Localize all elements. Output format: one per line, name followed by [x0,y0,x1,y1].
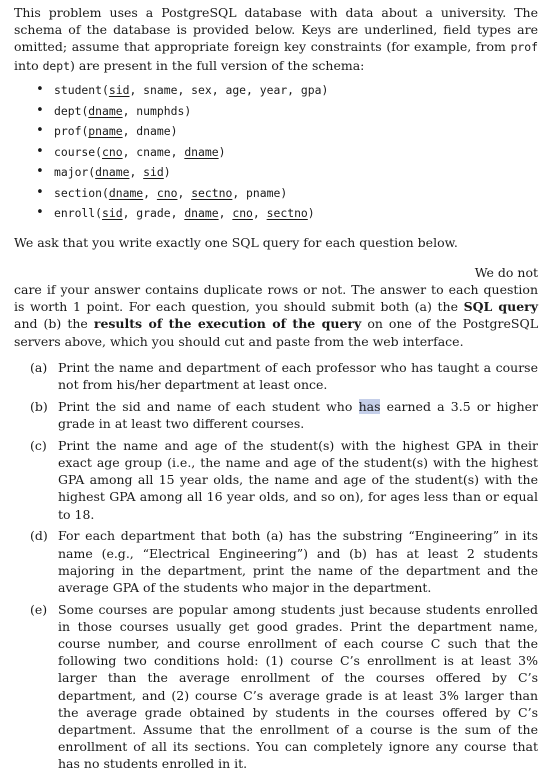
table-name: enroll [54,206,96,220]
question-text: Some courses are popular among students just because students enrolled in those courses usually get good grades. Print the department name, course number, and course enrollment of each course C such that the following two conditions hold: (1) course C’s enrollment is at least 3% larger than the average enrollment of the courses offered by C’s department, and (2) course C’s average grade is at least 3% larger than the average grade obtained by students in the courses offered by C’s department. Assume that the enrollment of a course is the sum of the enrollment of all its sections. You can completely ignore any course that has no students enrolled in it. [58,601,538,772]
bullet-icon: • [36,164,44,179]
separator: , [143,185,157,200]
fk-to-code: dept [42,58,71,73]
fields: , numphds) [122,103,192,118]
fields: , sname, sex, age, year, gpa) [129,83,329,97]
question-tag: (b) [30,398,48,414]
question-e [30,601,538,773]
key-field: sid [102,206,123,220]
fk-from-code: prof [510,40,538,55]
schema-item-course: • course(cno, cname, dname) [36,142,328,163]
key-field: cno [156,185,178,200]
table-name: course [54,144,96,159]
question-text: Print the name and department of each professor who has taught a course not from his/her department at least once. [58,360,538,393]
results-emphasis: results of the execution of the query [93,316,362,332]
intro-paragraph [14,4,538,75]
separator: , [252,206,267,220]
sql-query-emphasis: SQL query [463,299,538,315]
fields: ) [307,206,315,220]
question-c [30,437,538,523]
fields: ) [163,165,171,179]
key-field: sectno [191,185,233,200]
question-tag: (e) [30,601,48,617]
key-field: cno [232,206,253,220]
bullet-icon: • [36,123,44,138]
fields: , grade, [122,206,185,220]
question-b [30,398,538,432]
schema-item-prof: • prof(pname, dname) [36,121,328,142]
key-field: dname [108,185,144,200]
question-tag: (d) [30,528,48,544]
key-field: dname [88,103,123,118]
bullet-icon: • [36,184,44,200]
separator: , [177,185,192,200]
fields: ) [218,144,226,159]
bullet-icon: • [36,102,44,118]
bullet-icon: • [36,143,44,159]
question-text: For each department that both (a) has the substring “Engineering” in its name (e.g., “Electrical Engineering”) and (b) has at least 2 students majoring in the department, print the name of the department and the average GPA of the students who major in the department. [58,528,538,595]
highlighted-word: has [358,398,381,414]
fields: , cname, [122,144,185,159]
fields: , dname) [122,124,178,138]
key-field: dname [184,144,219,159]
bullet-icon: • [36,205,44,220]
key-field: pname [88,124,123,138]
key-field: sectno [266,206,308,220]
schema-item-dept: • dept(dname, numphds) [36,101,328,122]
schema-item-enroll: • enroll(sid, grade, dname, cno, sectno) [36,203,328,224]
schema-item-major: • major(dname, sid) [36,162,328,183]
question-text: Print the sid and name of each student who [58,398,359,414]
schema-item-student: • student(sid, sname, sex, age, year, gpa) [36,80,328,101]
intro-text: This problem uses a PostgreSQL database with data about a university. The schema of the database is provided below. Keys are underlined, field types are omitted; assume that appropriate foreign key constraints (for example, from [14,5,538,55]
key-field: cno [102,144,123,159]
question-list [30,359,538,777]
key-field: dname [184,206,219,220]
schema-list [36,80,328,224]
intro-text-2: into [14,57,43,73]
instructions-paragraph [14,281,538,350]
fields: , pname) [232,185,288,200]
schema-item-section: • section(dname, cno, sectno, pname) [36,183,328,204]
instructions-text: care if your answer contains duplicate rows or not. The answer to each question is worth 1 point. For each question, you should submit both (a) the [14,282,538,315]
instructions-text-2: and (b) the [14,316,94,332]
table-name: major [54,165,89,179]
question-d [30,527,538,596]
question-tag: (c) [30,437,47,453]
duplicates-fragment: We do not [474,265,538,280]
intro-text-3: ) are present in the full version of the schema: [70,57,365,73]
separator: , [218,206,233,220]
instructions-text-3: on one of the PostgreSQL servers above, which you should cut and paste from the web interface. [14,316,538,349]
question-tag: (a) [30,360,48,375]
table-name: dept [54,103,82,118]
separator: , [129,165,144,179]
table-name: prof [54,124,82,138]
table-name: section [54,185,103,200]
key-field: dname [95,165,130,179]
key-field: sid [143,165,164,179]
ask-line: We ask that you write exactly one SQL query for each question below. [14,235,458,250]
question-a [30,359,538,393]
question-text-2: earned a 3.5 or higher grade in at least two different courses. [58,398,538,432]
bullet-icon: • [36,82,44,97]
question-text: Print the name and age of the student(s) with the highest GPA in their exact age group (i.e., the name and age of the student(s) with the highest GPA among all 15 year olds, the name and age of the student(s) with the highest GPA among all 16 year olds, and so on), for ages less than or equal to 18. [58,437,538,522]
key-field: sid [108,83,130,97]
table-name: student [54,83,103,97]
